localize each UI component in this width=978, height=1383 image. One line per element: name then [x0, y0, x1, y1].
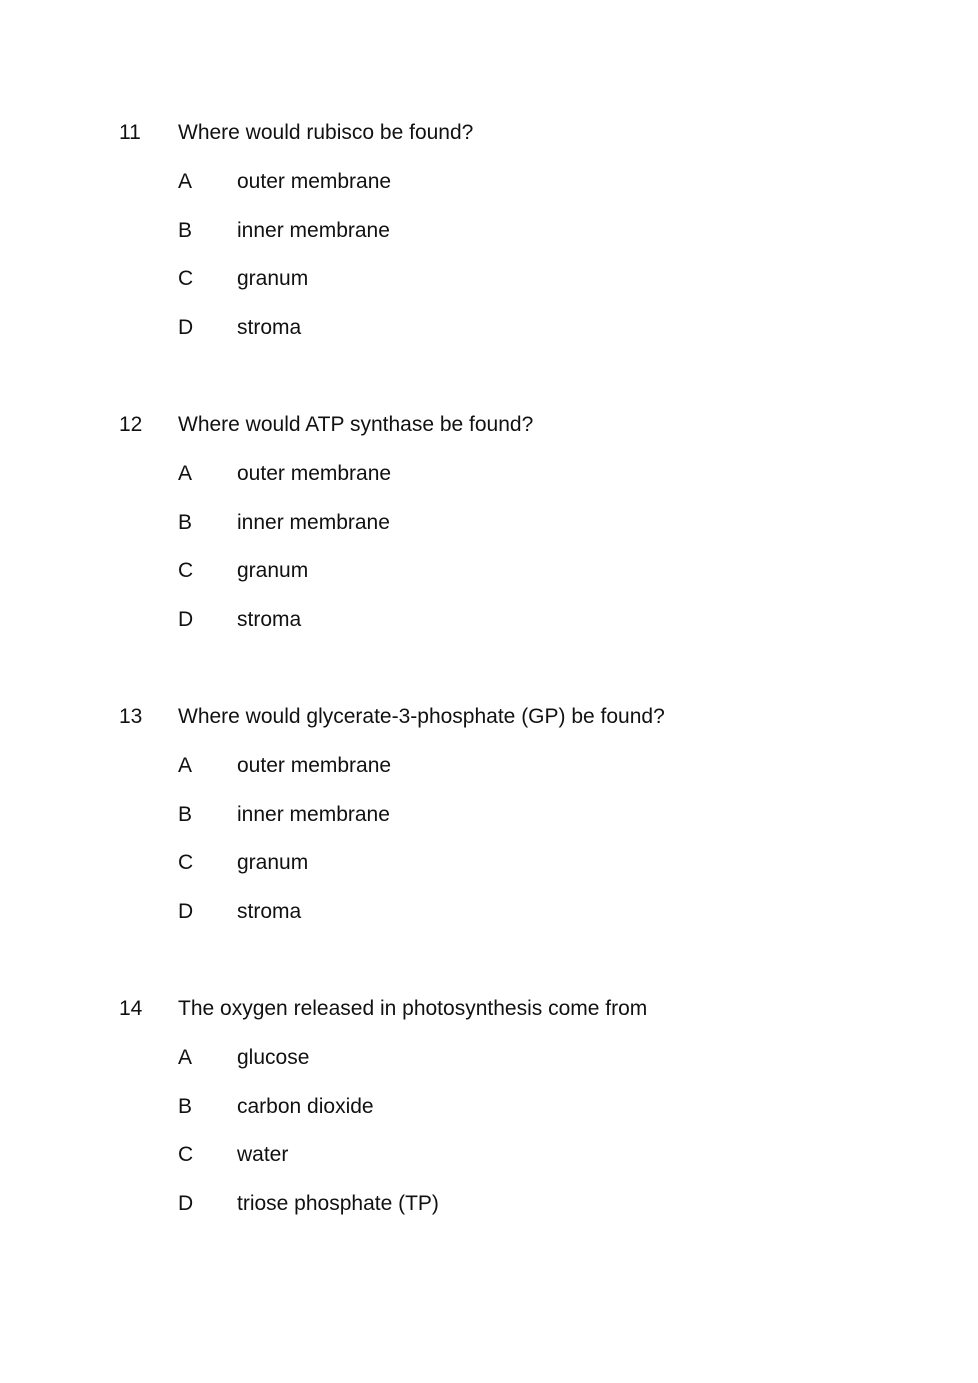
question-13: [0, 702, 978, 927]
option-text: granum: [237, 851, 309, 875]
option-b: [0, 1092, 978, 1122]
option-a: [0, 167, 978, 197]
option-letter: B: [178, 802, 193, 826]
question-number: 13: [119, 705, 143, 728]
option-text: glucose: [237, 1045, 310, 1069]
option-letter: D: [178, 608, 194, 631]
question-text: Where would rubisco be found?: [178, 121, 474, 144]
question-number: 12: [119, 413, 143, 436]
question-number: 11: [119, 121, 141, 144]
option-a: [0, 1043, 978, 1073]
option-d: [0, 897, 978, 927]
option-a: [0, 459, 978, 489]
option-d: [0, 605, 978, 635]
option-letter: B: [178, 1094, 193, 1118]
option-letter: C: [178, 559, 194, 583]
option-d: [0, 313, 978, 343]
option-b: [0, 508, 978, 538]
option-text: outer membrane: [237, 169, 392, 193]
option-text: outer membrane: [237, 461, 392, 485]
option-c: [0, 1140, 978, 1170]
option-b: [0, 216, 978, 246]
question-12: [0, 410, 978, 635]
option-letter: D: [178, 1192, 194, 1215]
option-d: [0, 1189, 978, 1219]
option-text: outer membrane: [237, 753, 392, 777]
option-letter: A: [178, 169, 193, 193]
option-letter: D: [178, 900, 194, 923]
option-letter: D: [178, 316, 194, 339]
question-14: [0, 994, 978, 1219]
option-letter: A: [178, 461, 193, 485]
option-letter: A: [178, 753, 193, 777]
option-a: [0, 751, 978, 781]
option-letter: C: [178, 267, 194, 291]
question-text: The oxygen released in photosynthesis come from: [178, 997, 648, 1020]
question-stem: [0, 410, 978, 440]
option-text: inner membrane: [237, 802, 390, 826]
option-text: carbon dioxide: [237, 1094, 374, 1118]
option-text: triose phosphate (TP): [237, 1192, 439, 1215]
option-text: stroma: [237, 316, 302, 339]
option-letter: A: [178, 1045, 193, 1069]
option-letter: C: [178, 851, 194, 875]
question-stem: [0, 702, 978, 732]
question-11: [0, 118, 978, 343]
option-letter: B: [178, 510, 193, 534]
option-letter: C: [178, 1143, 194, 1167]
option-c: [0, 556, 978, 586]
question-stem: [0, 118, 978, 148]
question-stem: [0, 994, 978, 1024]
option-c: [0, 848, 978, 878]
option-text: inner membrane: [237, 218, 390, 242]
option-text: granum: [237, 559, 309, 583]
option-text: inner membrane: [237, 510, 390, 534]
option-text: water: [237, 1143, 289, 1167]
question-text: Where would ATP synthase be found?: [178, 413, 534, 436]
option-c: [0, 264, 978, 294]
option-text: stroma: [237, 608, 302, 631]
option-b: [0, 800, 978, 830]
question-text: Where would glycerate-3-phosphate (GP) be found?: [178, 705, 665, 728]
question-number: 14: [119, 997, 143, 1020]
option-text: granum: [237, 267, 309, 291]
option-letter: B: [178, 218, 193, 242]
option-text: stroma: [237, 900, 302, 923]
